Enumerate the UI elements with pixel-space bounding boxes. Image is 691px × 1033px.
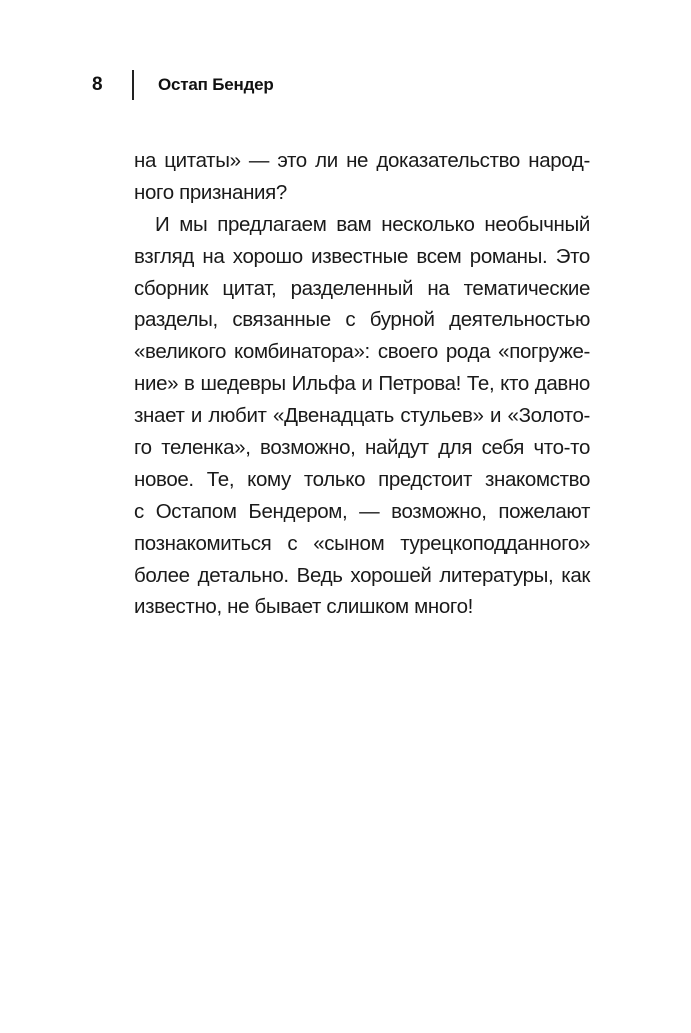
text-line: разделы, связанные с бурной деятельностью bbox=[134, 308, 590, 332]
text-line: сборник цитат, разделенный на тематические bbox=[134, 276, 590, 300]
paragraph-2 bbox=[134, 209, 590, 624]
text-line: знает и любит «Двенадцать стульев» и «Золото- bbox=[134, 404, 590, 428]
body-text bbox=[134, 145, 590, 623]
text-line: с Остапом Бендером, — возможно, пожелают bbox=[134, 499, 590, 523]
text-line: И мы предлагаем вам несколько необычный bbox=[155, 212, 590, 236]
text-line: на цитаты» — это ли не доказательство народ- bbox=[134, 149, 590, 172]
running-title: Остап Бендер bbox=[158, 75, 274, 94]
text-line: «великого комбинатора»: своего рода «погруже- bbox=[134, 340, 590, 364]
text-line: известно, не бывает слишком много! bbox=[134, 595, 473, 619]
text-line: го теленка», возможно, найдут для себя что-то bbox=[134, 436, 590, 460]
text-line: взгляд на хорошо известные всем романы. Это bbox=[134, 244, 590, 268]
paragraph-1 bbox=[134, 145, 590, 209]
text-line: ние» в шедевры Ильфа и Петрова! Те, кто давно bbox=[134, 372, 590, 396]
text-line: ного признания? bbox=[134, 180, 287, 204]
header-divider bbox=[132, 70, 134, 100]
running-head bbox=[92, 70, 274, 100]
page-number: 8 bbox=[92, 74, 103, 95]
text-line: более детально. Ведь хорошей литературы, как bbox=[134, 563, 590, 587]
text-line: познакомиться с «сыном турецкоподданного» bbox=[134, 531, 590, 555]
text-line: новое. Те, кому только предстоит знакомство bbox=[134, 467, 590, 491]
